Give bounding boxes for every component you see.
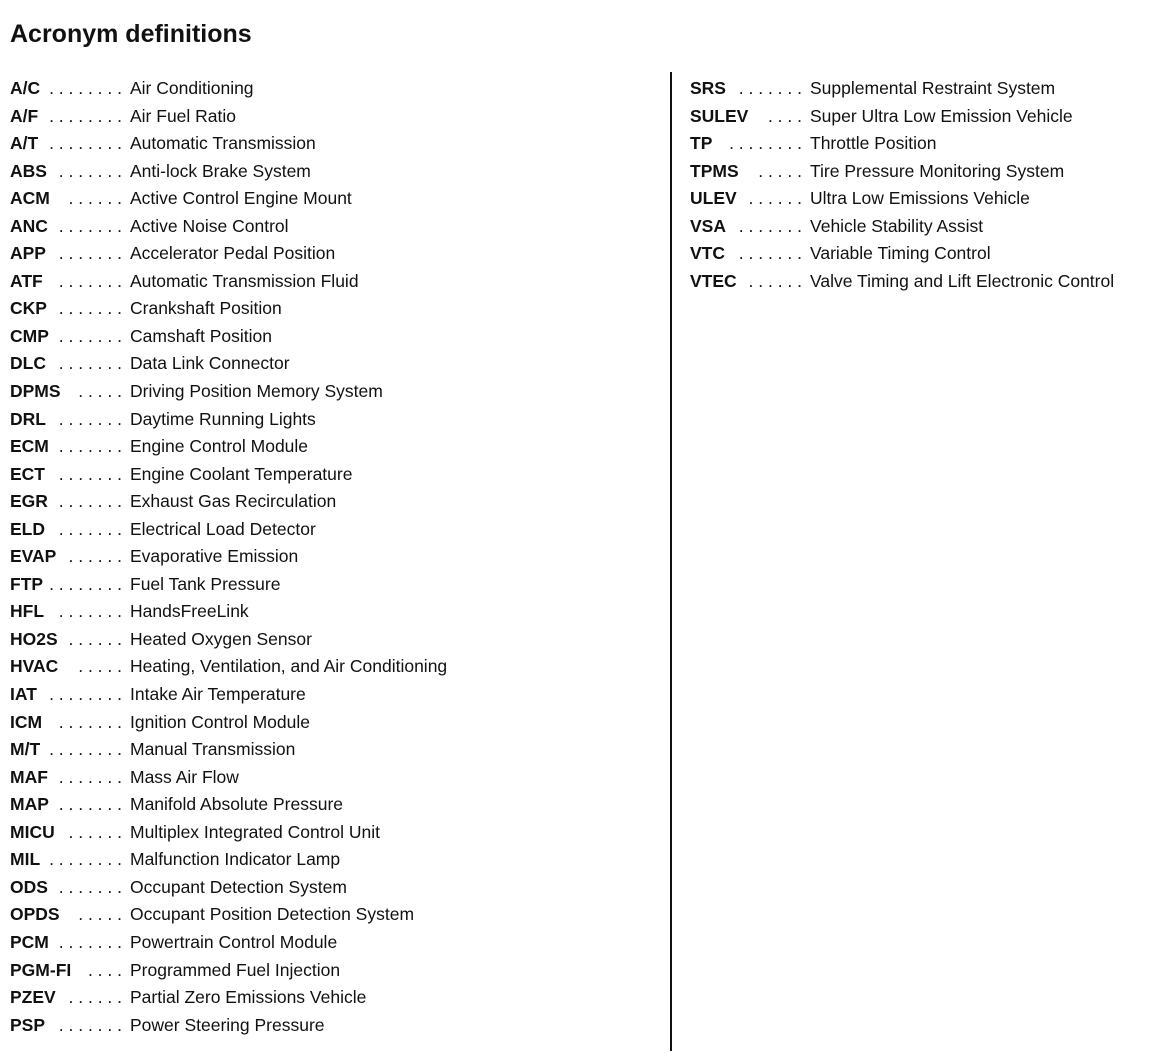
- abbr-dots-group: [10, 767, 122, 788]
- acronym-definition: Electrical Load Detector: [130, 518, 316, 539]
- acronym-definition: Ultra Low Emissions Vehicle: [810, 188, 1030, 209]
- abbr-dots-group: [10, 1015, 122, 1036]
- acronym-definition: Powertrain Control Module: [130, 931, 338, 952]
- acronym-definition: Anti-lock Brake System: [130, 160, 311, 181]
- acronym-abbr: EGR: [10, 491, 48, 512]
- abbr-dots-group: [10, 243, 122, 264]
- acronym-definition: Intake Air Temperature: [130, 684, 306, 705]
- leader-dots: . . . .: [767, 105, 802, 126]
- acronym-abbr: PSP: [10, 1014, 46, 1035]
- leader-dots: . . . .: [87, 959, 122, 980]
- acronym-abbr: CKP: [10, 298, 47, 319]
- leader-dots: . . . . . . .: [58, 160, 122, 181]
- leader-dots: . . . . . . . .: [49, 849, 122, 870]
- acronym-definition: Occupant Detection System: [130, 876, 347, 897]
- leader-dots: . . . . . .: [68, 987, 122, 1008]
- abbr-dots-group: [10, 712, 122, 733]
- acronym-definition: Partial Zero Emissions Vehicle: [130, 987, 367, 1008]
- leader-dots: . . . . .: [78, 381, 122, 402]
- leader-dots: . . . . . . .: [58, 491, 122, 512]
- acronym-abbr: ATF: [10, 270, 43, 291]
- acronym-row: [10, 877, 662, 905]
- acronym-row: [10, 712, 662, 740]
- abbr-dots-group: [10, 271, 122, 292]
- leader-dots: . . . . . . . .: [49, 573, 122, 594]
- acronym-abbr: A/T: [10, 133, 39, 154]
- abbr-dots-group: [690, 216, 802, 237]
- abbr-dots-group: [10, 822, 122, 843]
- acronym-definition: Vehicle Stability Assist: [810, 215, 984, 236]
- leader-dots: . . . . . .: [68, 188, 122, 209]
- leader-dots: . . . . . . .: [58, 794, 122, 815]
- abbr-dots-group: [10, 78, 122, 99]
- leader-dots: . . . . . . .: [58, 1014, 122, 1035]
- acronym-abbr: FTP: [10, 573, 44, 594]
- acronym-row: [10, 519, 662, 547]
- abbr-dots-group: [10, 574, 122, 595]
- acronym-row: [10, 904, 662, 932]
- acronym-abbr: ACM: [10, 188, 50, 209]
- leader-dots: . . . . . . .: [58, 518, 122, 539]
- acronym-abbr: APP: [10, 243, 46, 264]
- acronym-row: [10, 574, 662, 602]
- abbr-dots-group: [10, 133, 122, 154]
- leader-dots: . . . . . . .: [58, 601, 122, 622]
- acronym-definition: Manual Transmission: [130, 739, 296, 760]
- abbr-dots-group: [10, 960, 122, 981]
- acronym-definition: Occupant Position Detection System: [130, 904, 415, 925]
- leader-dots: . . . . . . .: [58, 436, 122, 457]
- abbr-dots-group: [10, 904, 122, 925]
- abbr-dots-group: [10, 106, 122, 127]
- acronym-abbr: SRS: [690, 78, 726, 98]
- abbr-dots-group: [690, 106, 802, 127]
- acronym-abbr: ECM: [10, 436, 49, 457]
- acronym-abbr: PZEV: [10, 987, 56, 1008]
- acronym-abbr: ELD: [10, 518, 45, 539]
- acronym-definition: Air Conditioning: [130, 78, 254, 98]
- acronym-row: [10, 629, 662, 657]
- acronym-row: [10, 822, 662, 850]
- leader-dots: . . . . . .: [68, 546, 122, 567]
- abbr-dots-group: [690, 78, 802, 99]
- leader-dots: . . . . . .: [68, 821, 122, 842]
- acronym-row: [690, 161, 1155, 189]
- acronym-column-left: [10, 78, 662, 1042]
- abbr-dots-group: [10, 298, 122, 319]
- acronym-row: [10, 739, 662, 767]
- acronym-row: [690, 243, 1155, 271]
- acronym-row: [10, 794, 662, 822]
- acronym-row: [690, 188, 1155, 216]
- acronym-definition: Malfunction Indicator Lamp: [130, 849, 341, 870]
- acronym-definition: Driving Position Memory System: [130, 381, 383, 402]
- acronym-abbr: MAF: [10, 766, 48, 787]
- acronym-definition: Daytime Running Lights: [130, 408, 316, 429]
- acronym-row: [10, 546, 662, 574]
- acronym-definition: Valve Timing and Lift Electronic Control: [810, 270, 1115, 291]
- abbr-dots-group: [10, 188, 122, 209]
- abbr-dots-group: [10, 464, 122, 485]
- acronym-definition: Heating, Ventilation, and Air Conditioning: [130, 656, 448, 677]
- acronym-definition: Variable Timing Control: [810, 243, 991, 264]
- acronym-row: [10, 161, 662, 189]
- acronym-definition: Active Noise Control: [130, 215, 289, 236]
- leader-dots: . . . . . . .: [58, 270, 122, 291]
- acronym-row: [10, 684, 662, 712]
- acronym-abbr: VTEC: [690, 270, 737, 291]
- leader-dots: . . . . . . .: [58, 711, 122, 732]
- abbr-dots-group: [10, 629, 122, 650]
- acronym-abbr: VSA: [690, 215, 726, 236]
- acronym-row: [10, 133, 662, 161]
- leader-dots: . . . . .: [758, 160, 802, 181]
- abbr-dots-group: [10, 877, 122, 898]
- acronym-definition: Multiplex Integrated Control Unit: [130, 821, 380, 842]
- acronym-definition: Heated Oxygen Sensor: [130, 628, 312, 649]
- leader-dots: . . . . . . . .: [49, 78, 122, 98]
- column-divider: [670, 72, 672, 1051]
- acronym-row: [10, 656, 662, 684]
- acronym-definition: Camshaft Position: [130, 325, 273, 346]
- abbr-dots-group: [690, 188, 802, 209]
- acronym-abbr: IAT: [10, 684, 37, 705]
- acronym-abbr: OPDS: [10, 904, 60, 925]
- acronym-row: [10, 326, 662, 354]
- leader-dots: . . . . . . . .: [49, 684, 122, 705]
- abbr-dots-group: [10, 987, 122, 1008]
- acronym-abbr: HVAC: [10, 656, 59, 677]
- acronym-abbr: ULEV: [690, 188, 737, 209]
- acronym-row: [10, 960, 662, 988]
- acronym-row: [10, 188, 662, 216]
- acronym-definition: Engine Coolant Temperature: [130, 463, 353, 484]
- acronym-abbr: ABS: [10, 160, 47, 181]
- acronym-abbr: EVAP: [10, 546, 57, 567]
- acronym-abbr: M/T: [10, 739, 41, 760]
- abbr-dots-group: [10, 546, 122, 567]
- leader-dots: . . . . .: [78, 656, 122, 677]
- leader-dots: . . . . . . . .: [729, 133, 802, 154]
- abbr-dots-group: [10, 684, 122, 705]
- acronym-abbr: A/F: [10, 105, 39, 126]
- acronym-definition: Automatic Transmission: [130, 133, 316, 154]
- acronym-abbr: PCM: [10, 931, 49, 952]
- acronym-row: [690, 216, 1155, 244]
- leader-dots: . . . . . .: [748, 188, 802, 209]
- acronym-abbr: PGM-FI: [10, 959, 72, 980]
- acronym-row: [10, 216, 662, 244]
- acronym-row: [10, 409, 662, 437]
- acronym-definition: Power Steering Pressure: [130, 1014, 325, 1035]
- leader-dots: . . . . . . .: [58, 766, 122, 787]
- leader-dots: . . . . . . .: [738, 215, 802, 236]
- acronym-definition: Engine Control Module: [130, 436, 309, 457]
- abbr-dots-group: [10, 739, 122, 760]
- acronym-row: [10, 271, 662, 299]
- acronym-abbr: HO2S: [10, 628, 58, 649]
- acronym-definition: Programmed Fuel Injection: [130, 959, 341, 980]
- acronym-abbr: DPMS: [10, 381, 61, 402]
- acronym-definition: Ignition Control Module: [130, 711, 310, 732]
- acronym-row: [10, 381, 662, 409]
- acronym-abbr: ECT: [10, 463, 45, 484]
- abbr-dots-group: [10, 216, 122, 237]
- leader-dots: . . . . . . .: [58, 931, 122, 952]
- acronym-definition: Super Ultra Low Emission Vehicle: [810, 105, 1073, 126]
- acronym-row: [690, 106, 1155, 134]
- abbr-dots-group: [690, 271, 802, 292]
- acronym-definition: Crankshaft Position: [130, 298, 282, 319]
- acronym-row: [10, 987, 662, 1015]
- acronym-row: [10, 298, 662, 326]
- abbr-dots-group: [10, 794, 122, 815]
- leader-dots: . . . . . . .: [58, 298, 122, 319]
- acronym-row: [10, 78, 662, 106]
- acronym-definition: Supplemental Restraint System: [810, 78, 1056, 98]
- acronym-definition: Automatic Transmission Fluid: [130, 270, 359, 291]
- acronym-row: [10, 464, 662, 492]
- leader-dots: . . . . . . .: [738, 78, 802, 98]
- acronym-row: [10, 932, 662, 960]
- leader-dots: . . . . . .: [68, 628, 122, 649]
- acronym-abbr: ODS: [10, 876, 48, 897]
- acronym-row: [10, 436, 662, 464]
- acronym-row: [690, 271, 1155, 299]
- acronym-definition: Fuel Tank Pressure: [130, 573, 281, 594]
- leader-dots: . . . . . . .: [58, 463, 122, 484]
- acronym-abbr: MICU: [10, 821, 55, 842]
- leader-dots: . . . . . . . .: [49, 133, 122, 154]
- acronym-row: [10, 106, 662, 134]
- abbr-dots-group: [10, 326, 122, 347]
- acronym-abbr: ANC: [10, 215, 48, 236]
- leader-dots: . . . . .: [78, 904, 122, 925]
- acronym-abbr: DRL: [10, 408, 46, 429]
- leader-dots: . . . . . . .: [58, 353, 122, 374]
- acronym-row: [10, 849, 662, 877]
- abbr-dots-group: [690, 243, 802, 264]
- acronym-definition: Mass Air Flow: [130, 766, 239, 787]
- leader-dots: . . . . . . .: [58, 243, 122, 264]
- acronym-definition: Manifold Absolute Pressure: [130, 794, 344, 815]
- acronym-abbr: SULEV: [690, 105, 749, 126]
- acronym-abbr: TP: [690, 133, 713, 154]
- page-title: Acronym definitions: [10, 19, 252, 48]
- leader-dots: . . . . . . .: [738, 243, 802, 264]
- acronym-row: [10, 601, 662, 629]
- leader-dots: . . . . . .: [748, 270, 802, 291]
- acronym-abbr: TPMS: [690, 160, 739, 181]
- acronym-abbr: ICM: [10, 711, 43, 732]
- acronym-definition: HandsFreeLink: [130, 601, 249, 622]
- acronym-definition: Air Fuel Ratio: [130, 105, 237, 126]
- acronym-definition: Active Control Engine Mount: [130, 188, 352, 209]
- abbr-dots-group: [10, 519, 122, 540]
- acronym-definition: Tire Pressure Monitoring System: [810, 160, 1065, 181]
- leader-dots: . . . . . . .: [58, 876, 122, 897]
- acronym-row: [10, 491, 662, 519]
- acronym-row: [10, 767, 662, 795]
- leader-dots: . . . . . . .: [58, 215, 122, 236]
- abbr-dots-group: [10, 932, 122, 953]
- abbr-dots-group: [10, 436, 122, 457]
- leader-dots: . . . . . . . .: [49, 105, 122, 126]
- acronym-abbr: MAP: [10, 794, 49, 815]
- acronym-row: [10, 1015, 662, 1043]
- leader-dots: . . . . . . . .: [49, 739, 122, 760]
- acronym-abbr: VTC: [690, 243, 725, 264]
- acronym-definition: Exhaust Gas Recirculation: [130, 491, 337, 512]
- leader-dots: . . . . . . .: [58, 408, 122, 429]
- acronym-definition: Accelerator Pedal Position: [130, 243, 336, 264]
- leader-dots: . . . . . . .: [58, 325, 122, 346]
- acronym-row: [10, 353, 662, 381]
- acronym-definition: Data Link Connector: [130, 353, 290, 374]
- abbr-dots-group: [690, 133, 802, 154]
- abbr-dots-group: [10, 601, 122, 622]
- acronym-row: [10, 243, 662, 271]
- abbr-dots-group: [690, 161, 802, 182]
- abbr-dots-group: [10, 409, 122, 430]
- acronym-row: [690, 133, 1155, 161]
- acronym-column-right: [690, 78, 1155, 298]
- abbr-dots-group: [10, 656, 122, 677]
- acronym-abbr: CMP: [10, 325, 49, 346]
- abbr-dots-group: [10, 381, 122, 402]
- acronym-abbr: HFL: [10, 601, 45, 622]
- acronym-row: [690, 78, 1155, 106]
- acronym-abbr: A/C: [10, 78, 41, 98]
- abbr-dots-group: [10, 849, 122, 870]
- acronym-definition: Evaporative Emission: [130, 546, 299, 567]
- acronym-abbr: DLC: [10, 353, 46, 374]
- abbr-dots-group: [10, 491, 122, 512]
- acronym-abbr: MIL: [10, 849, 41, 870]
- abbr-dots-group: [10, 161, 122, 182]
- acronym-definition: Throttle Position: [810, 133, 937, 154]
- abbr-dots-group: [10, 353, 122, 374]
